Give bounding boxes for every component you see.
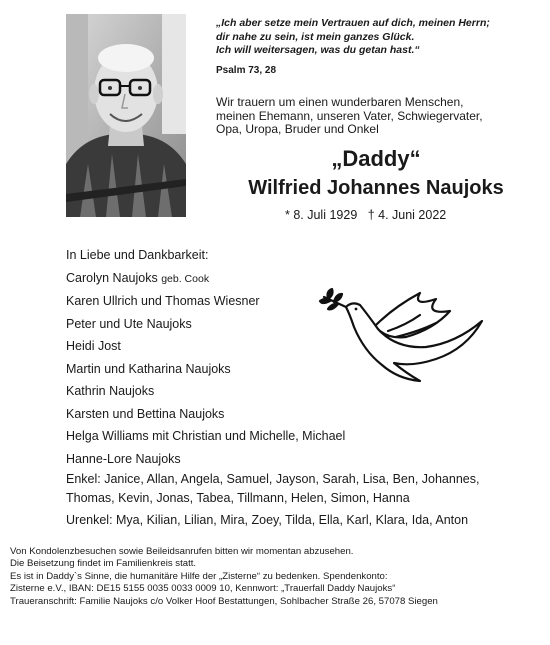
mourner-entry [66,267,345,291]
great-grandchildren: Urenkel: Mya, Kilian, Lilian, Mira, Zoey, Tilda, Ella, Karl, Klara, Ida, Anton [66,513,469,527]
portrait-photo [66,14,186,217]
quote-line: Ich will weitersagen, was du getan hast.“ [216,44,420,56]
quote-source: Psalm 73, 28 [216,65,277,76]
psalm-quote [216,17,536,58]
footer-line: Die Beisetzung findet im Familienkreis statt. [10,558,197,570]
mourner-entry: Hanne-Lore Naujoks [66,451,181,466]
intro-line: Opa, Uropa, Bruder und Onkel [216,122,379,137]
footer-line: Traueranschrift: Familie Naujoks c/o Volker Hoof Bestattungen, Sohlbacher Straße 26, 57078 Siegen [10,595,438,607]
grandchildren-line: Thomas, Kevin, Jonas, Tabea, Tillmann, Helen, Simon, Hanna [66,490,410,505]
grandchildren-line: Enkel: Janice, Allan, Angela, Samuel, Jayson, Sarah, Lisa, Ben, Johannes, [66,472,480,486]
mourners-list [66,244,345,470]
mourners-heading: In Liebe und Dankbarkeit: [66,248,209,262]
quote-line: dir nahe zu sein, ist mein ganzes Glück. [216,30,415,43]
mourner-entry: Kathrin Naujoks [66,384,155,398]
deceased-full-name: Wilfried Johannes Naujoks [248,177,504,199]
intro-line: Wir trauern um einen wunderbaren Menschen, [216,95,464,109]
intro-line: meinen Ehemann, unseren Vater, Schwiegervater, [216,108,483,123]
footer-line: Es ist in Daddy`s Sinne, die humanitäre Hilfe der „Zisterne“ zu bedenken. Spendenkonto: [10,570,388,582]
mourner-entry: Heidi Jost [66,339,121,353]
mourner-entry: Peter und Ute Naujoks [66,316,192,331]
death-date: † 4. Juni 2022 [367,208,447,222]
mourner-entry: Karen Ullrich und Thomas Wiesner [66,294,260,308]
portrait-illustration [66,14,186,217]
footer-line: Zisterne e.V., IBAN: DE15 5155 0035 0033 0009 10, Kennwort: „Trauerfall Daddy Naujoks“ [10,583,396,595]
life-dates [285,208,446,222]
footer-notes [10,546,545,608]
mourning-intro [216,96,536,137]
mourner-entry: Karsten und Bettina Naujoks [66,406,225,421]
quote-line: „Ich aber setze mein Vertrauen auf dich, meinen Herrn; [216,17,490,29]
mourner-entry: Helga Williams mit Christian und Michelle, Michael [66,429,346,443]
birth-date: * 8. Juli 1929 [285,208,358,222]
maiden-name-note: geb. Cook [161,272,210,285]
footer-line: Von Kondolenzbesuchen sowie Beileidsanrufen bitten wir momentan abzusehen. [10,546,354,557]
mourner-name: Carolyn Naujoks [66,270,158,285]
deceased-nickname: „Daddy“ [331,146,421,171]
mourner-entry: Martin und Katharina Naujoks [66,361,231,376]
grandchildren [66,470,536,507]
dove-icon [316,285,486,385]
